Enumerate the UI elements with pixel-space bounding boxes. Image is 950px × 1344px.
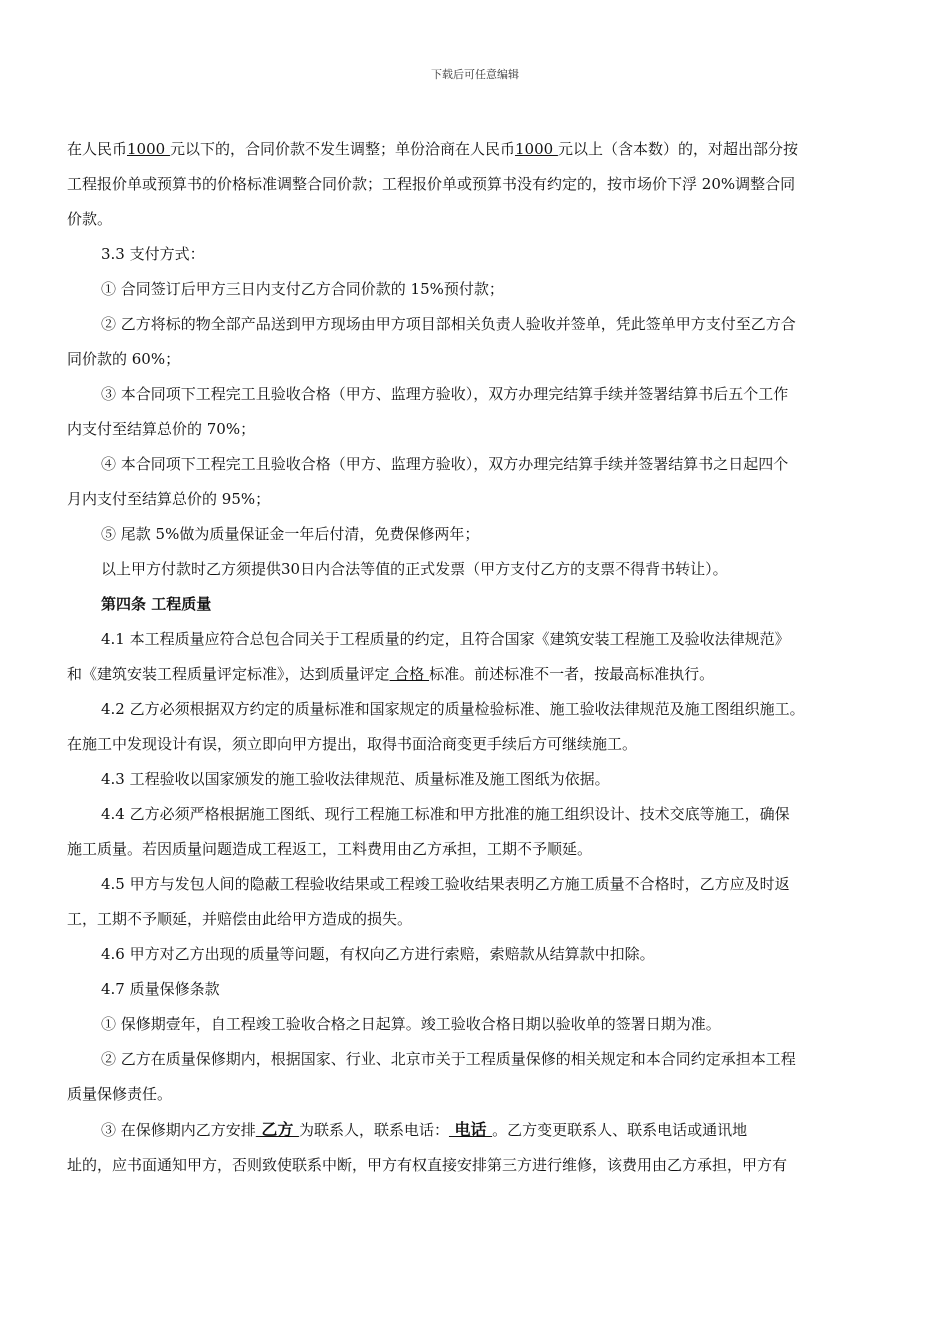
text-line — [67, 657, 893, 692]
text-line: 同价款的 60%； — [67, 350, 181, 368]
text-line: 内支付至结算总价的 70%； — [67, 420, 256, 438]
amount-blank: 1000 — [127, 140, 170, 158]
quality-grade-blank: 合格 — [389, 665, 430, 683]
warranty-item-2: ② 乙方在质量保修期内，根据国家、行业、北京市关于工程质量保修的相关规定和本合同约定承担本工程 — [101, 1050, 796, 1068]
payment-item-5: ⑤ 尾款 5%做为质量保证金一年后付清，免费保修两年； — [101, 525, 480, 543]
text: 标准。前述标准不一者，按最高标准执行。 — [429, 665, 715, 683]
text-line: 质量保修责任。 — [67, 1085, 173, 1103]
text-line: 工程报价单或预算书的价格标准调整合同价款；工程报价单或预算书没有约定的，按市场价下浮 20%调整合同 — [67, 175, 796, 193]
invoice-note: 以上甲方付款时乙方须提供30日内合法等值的正式发票（甲方支付乙方的支票不得背书转让）。 — [101, 560, 728, 578]
amount-blank: 1000 — [514, 140, 558, 158]
clause-4-7: 4.7 质量保修条款 — [101, 980, 220, 998]
payment-item-2: ② 乙方将标的物全部产品送到甲方现场由甲方项目部相关负责人验收并签单，凭此签单甲方支付至乙方合 — [101, 315, 796, 333]
contact-person-blank: 乙方 — [255, 1120, 299, 1139]
clause-4-2: 4.2 乙方必须根据双方约定的质量标准和国家规定的质量检验标准、施工验收法律规范及施工图组织施工。 — [101, 700, 805, 718]
payment-item-4: ④ 本合同项下工程完工且验收合格（甲方、监理方验收），双方办理完结算手续并签署结算书之日起四个 — [101, 455, 789, 473]
text: ③ 在保修期内乙方安排 — [101, 1121, 256, 1139]
payment-item-3: ③ 本合同项下工程完工且验收合格（甲方、监理方验收），双方办理完结算手续并签署结算书后五个工作 — [101, 385, 789, 403]
text: 和《建筑安装工程质量评定标准》，达到质量评定 — [67, 665, 390, 683]
clause-4-4: 4.4 乙方必须严格根据施工图纸、现行工程施工标准和甲方批准的施工组织设计、技术交底等施工，确保 — [101, 805, 790, 823]
warranty-item-1: ① 保修期壹年，自工程竣工验收合格之日起算。竣工验收合格日期以验收单的签署日期为准。 — [101, 1015, 721, 1033]
clause-4-3: 4.3 工程验收以国家颁发的施工验收法律规范、质量标准及施工图纸为依据。 — [101, 770, 610, 788]
text: 为联系人，联系电话： — [298, 1121, 449, 1139]
text-line: 月内支付至结算总价的 95%； — [67, 490, 271, 508]
text-line: 在施工中发现设计有误，须立即向甲方提出，取得书面洽商变更手续后方可继续施工。 — [67, 735, 638, 753]
text: 元以上（含本数）的，对超出部分按 — [557, 140, 798, 158]
text-line: 价款。 — [67, 210, 113, 228]
text: 。乙方变更联系人、联系电话或通讯地 — [492, 1121, 748, 1139]
text: 在人民币 — [67, 140, 128, 158]
paragraph-price-adjust — [67, 132, 893, 167]
clause-4-1: 4.1 本工程质量应符合总包合同关于工程质量的约定，且符合国家《建筑安装工程施工及验收法律规范》 — [101, 630, 790, 648]
contact-phone-blank: 电话 — [448, 1120, 493, 1139]
document-body — [67, 132, 893, 1183]
clause-4-6: 4.6 甲方对乙方出现的质量等问题，有权向乙方进行索赔，索赔款从结算款中扣除。 — [101, 945, 655, 963]
payment-item-1: ① 合同签订后甲方三日内支付乙方合同价款的 15%预付款； — [101, 280, 504, 298]
text-line: 址的，应书面通知甲方，否则致使联系中断，甲方有权直接安排第三方进行维修，该费用由乙方承担，甲方有 — [67, 1156, 788, 1174]
warranty-item-3 — [67, 1112, 893, 1148]
section-heading-4: 第四条 工程质量 — [101, 595, 212, 613]
page-header: 下载后可任意编辑 — [431, 68, 519, 81]
text-line: 工，工期不予顺延，并赔偿由此给甲方造成的损失。 — [67, 910, 413, 928]
clause-3-3: 3.3 支付方式： — [101, 245, 205, 263]
text-line: 施工质量。若因质量问题造成工程返工，工料费用由乙方承担，工期不予顺延。 — [67, 840, 593, 858]
clause-4-5: 4.5 甲方与发包人间的隐蔽工程验收结果或工程竣工验收结果表明乙方施工质量不合格时，乙方应及时返 — [101, 875, 790, 893]
text: 元以下的，合同价款不发生调整；单份洽商在人民币 — [169, 140, 515, 158]
